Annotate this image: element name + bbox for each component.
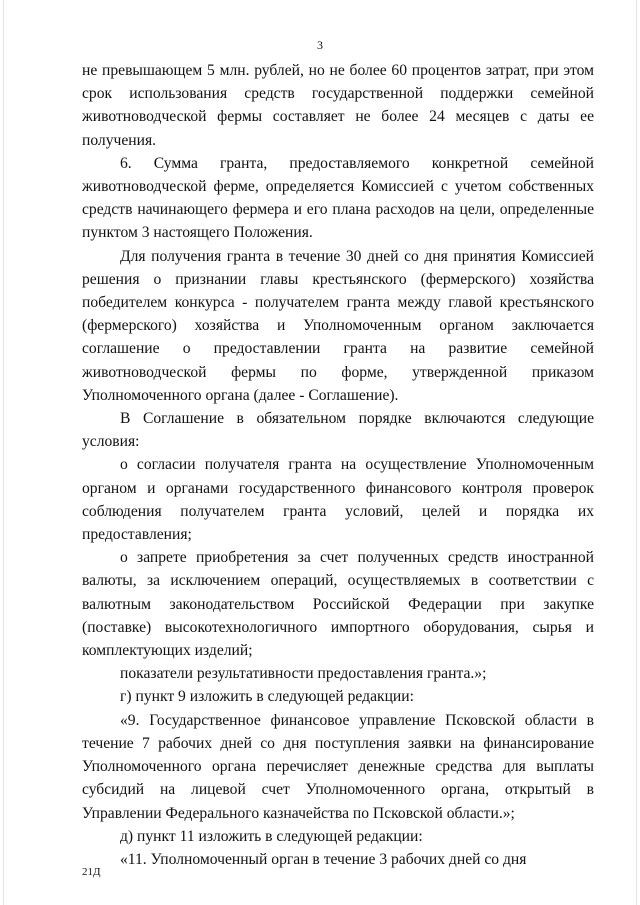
paragraph-grant-agreement: Для получения гранта в течение 30 дней со дня принятия Комиссией решения о признании главы крестьянского (фермерского) хозяйства победителем конкурса - получателем гранта между главой крестьянского (фермерского) хозяйства и Уполномоченным органом заключается соглашение о предоставлении гранта на развитие семейной животноводческой фермы по форме, утвержденной приказом Уполномоченного органа (далее - Соглашение). [82, 247, 594, 404]
paragraph-condition-currency: о запрете приобретения за счет полученных средств иностранной валюты, за исключением операций, осуществляемых в соответствии с валютным законодательством Российской Федерации при закупке (поставке) высокотехнологичного импортного оборудования, сырья и комплектующих изделий; [82, 549, 594, 660]
paragraph-item-9: «9. Государственное финансовое управление Псковской области в течение 7 рабочих дней со дня поступления заявки на финансирование Уполномоченного органа перечисляет денежные средства для выплаты субсидий на лицевой счет Уполномоченного органа, открытый в Управлении Федерального казначейства по Псковской области.»; [82, 711, 594, 822]
document-body [82, 59, 594, 871]
scan-edge-left [3, 0, 4, 905]
page-number: 3 [317, 38, 323, 52]
footer-code: 21Д [82, 866, 101, 878]
paragraph-continuation: не превышающем 5 млн. рублей, но не более 60 процентов затрат, при этом срок использования средств государственной поддержки семейной животноводческой фермы составляет не более 24 месяцев с даты ее получения. [82, 62, 594, 149]
paragraph-condition-indicators: показатели результативности предоставления гранта.»; [120, 665, 487, 683]
paragraph-amendment-g: г) пункт 9 изложить в следующей редакции: [120, 688, 414, 706]
paragraph-amendment-d: д) пункт 11 изложить в следующей редакции: [120, 827, 423, 845]
scan-edge-right [636, 0, 637, 905]
paragraph-item-11: «11. Уполномоченный орган в течение 3 рабочих дней со дня [120, 850, 527, 868]
paragraph-agreement-conditions: В Соглашение в обязательном порядке включаются следующие условия: [82, 410, 594, 451]
paragraph-condition-consent: о согласии получателя гранта на осуществление Уполномоченным органом и органами государственного финансового контроля проверок соблюдения получателем гранта условий, целей и порядка их предоставления; [82, 456, 594, 544]
paragraph-item-6: 6. Сумма гранта, предоставляемого конкретной семейной животноводческой ферме, определяется Комиссией с учетом собственных средств начинающего фермера и его плана расходов на цели, определенные пунктом 3 настоящего Положения. [82, 154, 594, 242]
